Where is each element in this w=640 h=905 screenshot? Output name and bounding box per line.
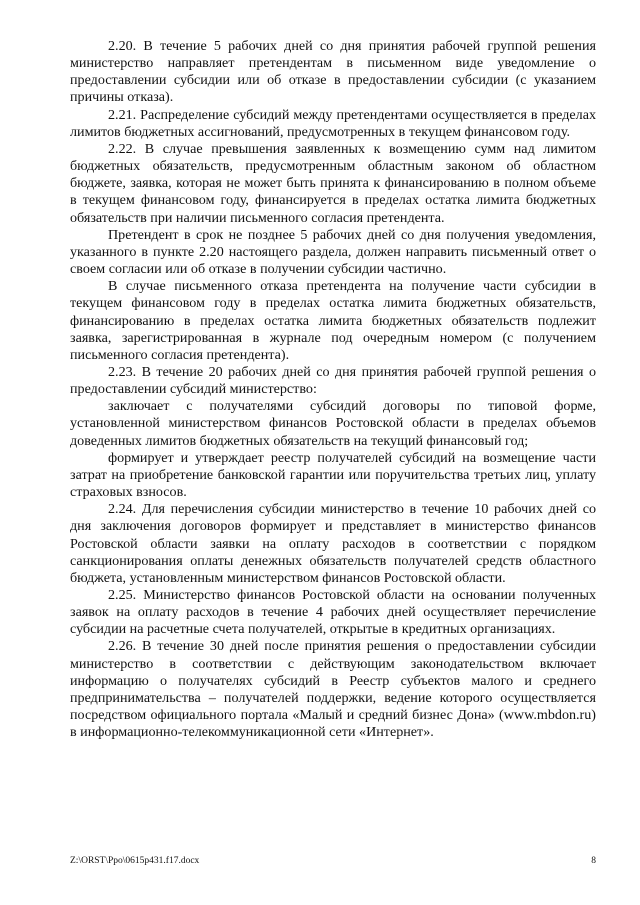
footer-file-path: Z:\ORST\Ppo\0615p431.f17.docx bbox=[70, 856, 200, 866]
paragraph-2-23: 2.23. В течение 20 рабочих дней со дня принятия рабочей группой решения о предоставлении субсидий министерство: bbox=[70, 363, 596, 398]
paragraph-2-26: 2.26. В течение 30 дней после принятия решения о предоставлении субсидии министерство в соответствии с действующим законодательством включает информацию о получателях субсидий в Реестр субъектов малого и среднего предпринимательства – получателей поддержки, ведение которого осуществляется посредством официального портала «Малый и средний бизнес Дона» (www.mbdon.ru) в информационно-телекоммуникационной сети «Интернет». bbox=[70, 638, 596, 741]
paragraph-2-20: 2.20. В течение 5 рабочих дней со дня принятия рабочей группой решения министерство направляет претендентам в письменном виде уведомление о предоставлении субсидии или об отказе в предоставлении субсидии (с указанием причины отказа). bbox=[70, 38, 596, 106]
paragraph-2-21: 2.21. Распределение субсидий между претендентами осуществляется в пределах лимитов бюджетных ассигнований, предусмотренных в текущем финансовом году. bbox=[70, 106, 596, 140]
paragraph-2-22: 2.22. В случае превышения заявленных к возмещению сумм над лимитом бюджетных обязательств, предусмотренным областным законом об областном бюджете, заявка, которая не может быть принята к финансированию в полном объеме в текущем финансовом году, финансируется в пределах остатка лимита бюджетных обязательств при наличии письменного согласия претендента. bbox=[70, 140, 596, 226]
page-number: 8 bbox=[591, 856, 596, 866]
paragraph-2-22-refusal: В случае письменного отказа претендента на получение части субсидии в текущем финансовом году в пределах остатка лимита бюджетных обязательств, финансированию в пределах остатка лимита бюджетных обязательств подлежит заявка, зарегистрированная в журнале под очередным номером (с получением письменного согласия претендента). bbox=[70, 278, 596, 363]
paragraph-2-23-registry: формирует и утверждает реестр получателей субсидий на возмещение части затрат на приобретение банковской гарантии или поручительства третьих лиц, уплату страховых взносов. bbox=[70, 449, 596, 501]
paragraph-2-25: 2.25. Министерство финансов Ростовской области на основании полученных заявок на оплату расходов в течение 4 рабочих дней осуществляет перечисление субсидии на расчетные счета получателей, открытые в кредитных организациях. bbox=[70, 587, 596, 638]
paragraph-2-23-contracts: заключает с получателями субсидий договоры по типовой форме, установленной министерством финансов Ростовской области в пределах объемов доведенных лимитов бюджетных обязательств на текущий финансовый год; bbox=[70, 398, 596, 449]
document-body bbox=[70, 38, 596, 741]
paragraph-2-22-response: Претендент в срок не позднее 5 рабочих дней со дня получения уведомления, указанного в пункте 2.20 настоящего раздела, должен направить письменный ответ о своем согласии или об отказе в получении субсидии частично. bbox=[70, 226, 596, 278]
paragraph-2-24: 2.24. Для перечисления субсидии министерство в течение 10 рабочих дней со дня заключения договоров формирует и представляет в министерство финансов Ростовской области заявки на оплату расходов в соответствии с порядком санкционирования оплаты денежных обязательств получателей средств областного бюджета, установленным министерством финансов Ростовской области. bbox=[70, 501, 596, 586]
page-footer bbox=[70, 855, 596, 867]
